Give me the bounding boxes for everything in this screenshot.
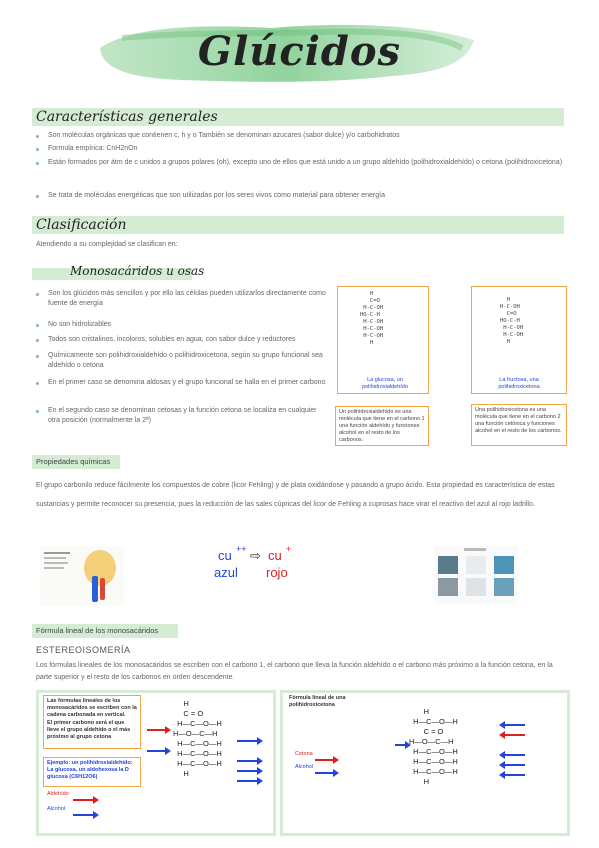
general-bullet-1: Son moléculas orgánicas que contienen c, h y o También se denominan azucares (sabor dulce) y/o carbohidratos xyxy=(48,132,400,139)
chemical-text: El grupo carbonilo reduce fácilmente los compuestos de cobre (licor Fehling) y de plata oxidándose y pasando a grupo ácido. Esta propiedad es característica de estas sustancias y permite reconocer su presencia, pues la reducción de las sales cúpricas del licor de Fehling a cuprosas hace virar el reactivo del azul al rojo ladrillo. xyxy=(36,482,555,508)
reaction-to-charge: + xyxy=(286,544,292,554)
ketose-legend-alcohol: Alcohol xyxy=(295,764,314,770)
glucose-caption: La glucosa, un polihidroxialdehído xyxy=(362,377,408,390)
section-heading-general: Características generales xyxy=(36,109,218,125)
fructose-caption: La fructosa, una polihidroxicetona xyxy=(498,377,540,390)
alcohol-pointer-arrows xyxy=(147,729,273,804)
classification-intro: Atendiendo a su complejidad se clasifican en: xyxy=(36,241,178,248)
aldose-note-box-1 xyxy=(43,695,141,749)
section-heading-monosaccharides: Monosacáridos u osas xyxy=(70,264,205,278)
section-heading-linear: Fórmula lineal de los monosacáridos xyxy=(36,626,159,635)
glucose-structure-card xyxy=(337,286,429,394)
reaction-to-label: rojo xyxy=(266,565,288,580)
mono-bullet-1: Son los glúcidos más sencillos y por ello las células pueden utilizarlos directamente como fuente de energía xyxy=(48,290,326,307)
glucose-linear-chain: H C = O H—C—O—H H—O—C—H H—C—O—H H—C—O—H H—C—O—H H xyxy=(173,699,222,778)
linear-formula-ketose-box xyxy=(280,690,570,836)
glucose-structure: H C=O H-C-OH HO-C-H H-C-OH H-C-OH H-C-OH H xyxy=(360,291,384,346)
fructose-structure: H H-C-OH C=O HO-C-H H-C-OH H-C-OH H xyxy=(500,297,524,345)
subheading-stereoisomeria: ESTEREOISOMERÍA xyxy=(36,645,131,655)
glucose-note: Un polihidroxialdehído es una molécula que tiene en el carbono 1 una función aldehído y funciones alcohol en el resto de los carbonos. xyxy=(339,409,425,443)
fehling-reaction xyxy=(214,544,324,584)
aldose-note-1: Las fórmulas lineales de los monosacáridos se escriben con la cadena carbonada en vertical. xyxy=(47,698,137,718)
ketose-legend-cetona: Cetona xyxy=(295,751,313,757)
ketose-legend-alcohol-arrow xyxy=(315,764,339,782)
general-bullet-4: Se trata de moléculas energéticas que son utilizadas por los seres vivos como material para obtener energía xyxy=(48,192,385,199)
aldose-note-3: Ejemplo: un polihidroxialdehído: La glucosa, un aldohexosa la D glucosa (C6H12O6) xyxy=(47,760,133,780)
glucose-note-box xyxy=(335,406,429,446)
section-heading-classification: Clasificación xyxy=(36,217,127,233)
aldose-legend-alcohol: Alcohol xyxy=(47,806,66,812)
fructose-note-box xyxy=(471,404,567,446)
fructose-structure-card xyxy=(471,286,567,394)
mono-bullet-6: En el segundo caso se denominan cetosas y la función cetona se localiza en cualquier otra posición (normalmente la 2ª) xyxy=(48,407,317,424)
section-heading-chemical: Propiedades químicas xyxy=(36,457,111,466)
fructose-linear-chain: H H—C—O—H C = O H—O—C—H H—C—O—H H—C—O—H H—C—O—H H xyxy=(409,707,458,786)
fehling-photos-image xyxy=(434,546,518,604)
page-title: Glúcidos xyxy=(197,28,402,75)
linear-formula-aldose-box xyxy=(36,690,276,836)
reaction-arrow: ⇨ xyxy=(250,548,261,563)
fructose-note: Una polihidroxicetona es una molécula que tiene en el carbono 2 una función cetónica y funciones alcohol en el resto de los carbonos. xyxy=(475,407,562,434)
reaction-to: cu xyxy=(268,548,282,563)
mono-bullet-4: Químicamente son polihidroxialdehído o polihidroxicetona, según su grupo funcional sea aldehído o cetona xyxy=(48,352,323,369)
fehling-tube-image xyxy=(40,546,124,606)
mono-bullet-5: En el primer caso se denomina aldosas y el grupo funcional se halla en el primer carbono xyxy=(48,379,326,386)
reaction-from: cu xyxy=(218,548,232,563)
aldose-legend-alcohol-arrow xyxy=(73,806,99,824)
aldose-note-box-2 xyxy=(43,757,141,787)
ketose-pointer-arrows xyxy=(395,719,535,804)
aldose-note-2: El primer carbono será el que lleve el grupo aldehído o el más próximo al grupo cetona xyxy=(47,720,131,740)
general-bullet-3: Están formados por átm de c unidos a grupos polares (oh), excepto uno de ellos que está unido a un grupo aldehído (polihidroxialdehído) o cetona (polihidroxicetona) xyxy=(48,159,563,166)
linear-text: Los fórmulas lineales de los monosacáridos se escriben con el carbono 1, el carbono que lleva la función aldehído o el carbono más próximo a la función cetona, en la parte superior y el resto de los carbonos en orden descendente. xyxy=(36,662,553,681)
mono-bullet-2: No son hidrolizables xyxy=(48,321,112,328)
general-bullet-2: Formula empírica: CnH2nOn xyxy=(48,145,138,152)
reaction-from-label: azul xyxy=(214,565,238,580)
aldose-legend-aldehido: Aldehído xyxy=(47,791,69,797)
ketose-title: Fórmula lineal de una polihidroxicetona xyxy=(289,695,346,708)
mono-bullet-3: Todos son cristalinos, incoloros, solubles en agua, con sabor dulce y reductores xyxy=(48,336,296,343)
reaction-from-charge: ++ xyxy=(236,544,247,554)
